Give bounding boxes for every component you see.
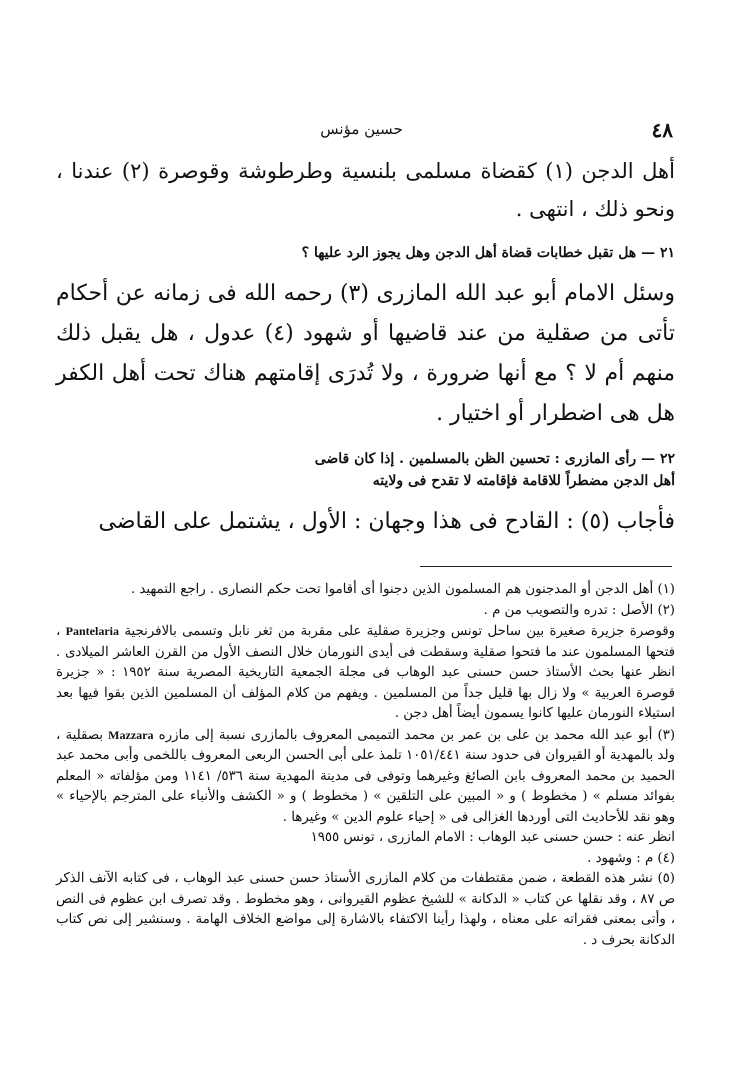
paragraph-ahl-al-dajn: أهل الدجن (١) كقضاة مسلمى بلنسية وطرطوشة وقوصرة (٢) عندنا ، ونحو ذلك ، انتهى . <box>56 159 675 221</box>
footnote-2-text-b: ، فتحها المسلمون عند ما فتحوا صقلية وسقطت فى أيدى النورمان خلال النصف الأول من القرن العاشر الميلادى . انظر عنها بحث الأستاذ حسن حسنى عبد الوهاب فى مجلة الجمعية التاريخية المصرية سنة ١٩٥٢ : « جزيرة قوصرة العربية » ولا زال بها قليل جداً من المسلمين . ويفهم من كلام المؤلف أن المسلمين الذين بقوا فيها بعد استيلاء النورمان عليها كانوا يسمون أيضاً أهل دجن . <box>56 624 675 721</box>
footnote-3-text-b: بصقلية ، ولد بالمهدية أو القيروان فى حدود سنة ١٠٥١/٤٤١ تلمذ على أبى الحسن الربعى المعروف باللخمى وأبى محمد عبد الحميد بن محمد المعروف بابن الصائغ وغيرهما وتوفى فى مدينة المهدية سنة ٥٣٦/ ١١٤١ ومن مؤلفاته « المعلم بفوائد مسلم » ( مخطوط ) و « المبين على التلقين » ( مخطوط ) و « الكشف والأنباء على المترجم بالإحياء » وهو نقد للأحاديث التى أوردها الغزالى فى « إحياء علوم الدين » وغيرها . <box>56 727 675 825</box>
paragraph-answer: فأجاب (٥) : القادح فى هذا وجهان : الأول ، يشتمل على القاضى <box>98 509 675 534</box>
section-heading-21: ٢١ — هل تقبل خطابات قضاة أهل الدجن وهل يجوز الرد عليها ؟ <box>301 245 675 261</box>
footnote-2: (٢) الأصل : تدره والتصويب من م . <box>483 602 675 618</box>
latin-term-mazzara: Mazzara <box>108 727 154 742</box>
footnote-1: (١) أهل الدجن أو المدجنون هم المسلمون الذين دجنوا أى أقاموا تحت حكم النصارى . راجع التمهيد . <box>130 582 675 597</box>
footnote-5: (٥) نشر هذه القطعة ، ضمن مقتطفات من كلام المازرى الأستاذ حسن حسنى عبد الوهاب ، فى كتابه الآنف الذكر ص ٨٧ ، وقد نقلها عن كتاب « الدكانة » للشيخ عظوم القيروانى ، وهو مخطوط . وقد تصرف ابن عظوم فى النص ، وأتى بمعنى فقراته على معناه ، ولهذا رأينا الاكتفاء بالاشارة إلى مواضع الخلاف الهامة . وسنشير إلى نص كتاب الدكانة بحرف د . <box>56 871 675 948</box>
section-heading-22-line-1: ٢٢ — رأى المازرى : تحسين الظن بالمسلمين . إذا كان قاضى <box>314 451 675 467</box>
page-number: ٤٨ <box>651 118 673 142</box>
paragraph-question-mazari: وسئل الامام أبو عبد الله المازرى (٣) رحمه الله فى زمانه عن أحكام تأتى من صقلية من عند قاضيها أو شهود (٤) عدول ، هل يقبل ذلك منهم أم لا ؟ مع أنها ضرورة ، ولا تُدرَى إقامتهم هناك تحت أهل الكفر هل هى اضطرار أو اختيار . <box>56 281 675 426</box>
footnote-4: (٤) م : وشهود . <box>587 850 675 866</box>
section-heading-22-line-2: أهل الدجن مضطراً للاقامة فإقامته لا تقدح فى ولايته <box>372 473 675 489</box>
latin-term-pantelaria: Pantelaria <box>65 624 119 638</box>
running-head: حسين مؤنس <box>320 120 403 138</box>
footnote-2-text-a: وقوصرة جزيرة صغيرة بين ساحل تونس وجزيرة صقلية على مقربة من ثغر نابل وتسمى بالافرنجية <box>124 624 675 639</box>
page-header <box>50 118 673 142</box>
footnote-3-reference: انظر عنه : حسن حسنى عبد الوهاب : الامام المازرى ، تونس ١٩٥٥ <box>310 830 675 845</box>
footnote-3-text-a: (٣) أبو عبد الله محمد بن على بن عمر بن محمد التميمى المعروف بالمازرى نسبة إلى مازره <box>158 727 676 743</box>
footnote-3 <box>56 725 675 829</box>
section-heading-22 <box>56 448 675 492</box>
footnotes <box>56 580 675 951</box>
footnote-2-continued <box>56 621 675 725</box>
footnote-divider <box>420 566 672 567</box>
main-text <box>56 152 675 542</box>
